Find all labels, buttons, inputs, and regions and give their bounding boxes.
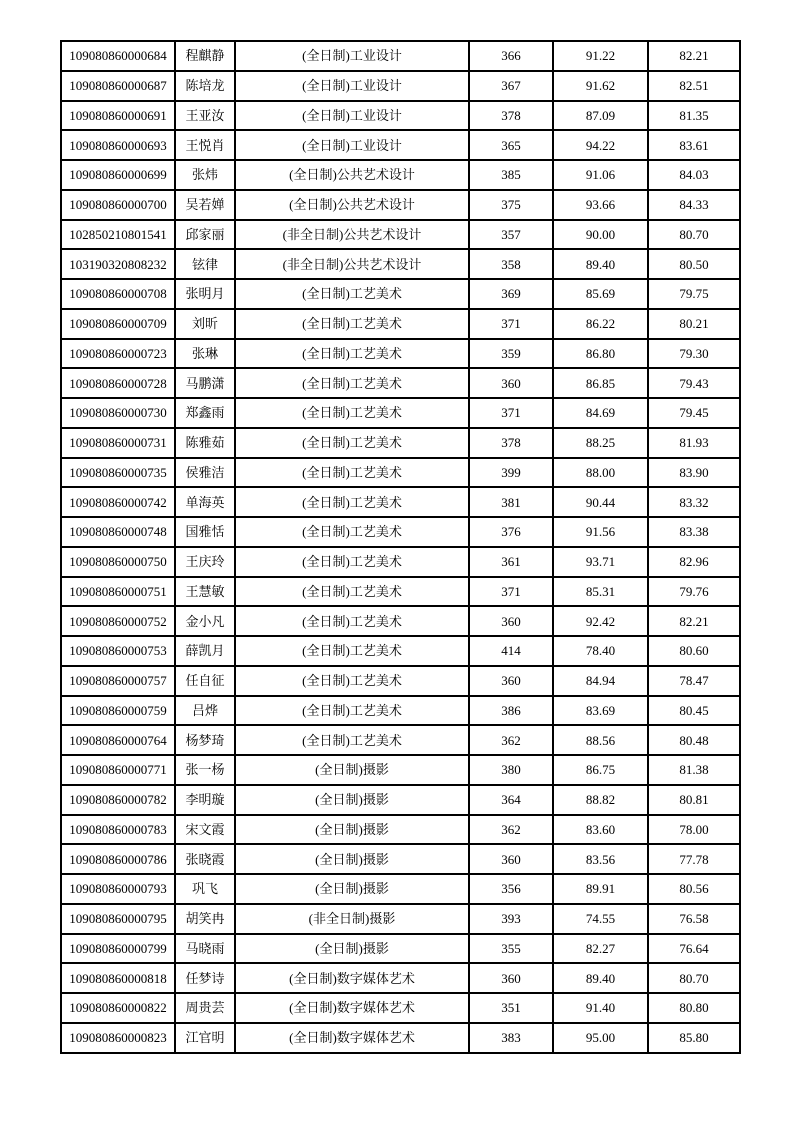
cell-initial-score: 360: [469, 963, 553, 993]
cell-retest-score: 89.40: [553, 963, 648, 993]
cell-name: 邱家丽: [175, 220, 235, 250]
cell-retest-score: 88.00: [553, 458, 648, 488]
cell-candidate-id: 109080860000748: [61, 517, 175, 547]
cell-retest-score: 86.80: [553, 339, 648, 369]
cell-initial-score: 360: [469, 844, 553, 874]
cell-program: (全日制)工业设计: [235, 71, 469, 101]
cell-program: (全日制)数字媒体艺术: [235, 993, 469, 1023]
cell-name: 国雅恬: [175, 517, 235, 547]
table-row: [61, 339, 740, 369]
cell-total-score: 79.76: [648, 577, 740, 607]
cell-name: 张一杨: [175, 755, 235, 785]
cell-candidate-id: 109080860000735: [61, 458, 175, 488]
cell-candidate-id: 109080860000795: [61, 904, 175, 934]
cell-program: (全日制)数字媒体艺术: [235, 1023, 469, 1053]
cell-initial-score: 371: [469, 577, 553, 607]
cell-name: 李明璇: [175, 785, 235, 815]
cell-total-score: 80.81: [648, 785, 740, 815]
cell-initial-score: 362: [469, 725, 553, 755]
cell-retest-score: 89.40: [553, 249, 648, 279]
cell-name: 王庆玲: [175, 547, 235, 577]
cell-total-score: 80.80: [648, 993, 740, 1023]
cell-total-score: 81.93: [648, 428, 740, 458]
cell-name: 张晓霞: [175, 844, 235, 874]
cell-total-score: 80.70: [648, 220, 740, 250]
table-row: [61, 487, 740, 517]
cell-program: (全日制)摄影: [235, 815, 469, 845]
cell-name: 马晓雨: [175, 934, 235, 964]
cell-retest-score: 82.27: [553, 934, 648, 964]
cell-retest-score: 85.31: [553, 577, 648, 607]
cell-initial-score: 383: [469, 1023, 553, 1053]
cell-name: 马鹏潇: [175, 368, 235, 398]
cell-candidate-id: 109080860000759: [61, 696, 175, 726]
table-row: [61, 130, 740, 160]
cell-total-score: 79.43: [648, 368, 740, 398]
cell-candidate-id: 102850210801541: [61, 220, 175, 250]
cell-candidate-id: 109080860000728: [61, 368, 175, 398]
cell-initial-score: 378: [469, 428, 553, 458]
cell-program: (全日制)工艺美术: [235, 696, 469, 726]
cell-name: 杨梦琦: [175, 725, 235, 755]
cell-retest-score: 84.69: [553, 398, 648, 428]
cell-candidate-id: 109080860000693: [61, 130, 175, 160]
cell-program: (全日制)数字媒体艺术: [235, 963, 469, 993]
cell-total-score: 80.50: [648, 249, 740, 279]
table-row: [61, 963, 740, 993]
table-row: [61, 517, 740, 547]
table-row: [61, 428, 740, 458]
cell-name: 刘昕: [175, 309, 235, 339]
cell-program: (全日制)工艺美术: [235, 487, 469, 517]
cell-program: (非全日制)摄影: [235, 904, 469, 934]
cell-total-score: 81.35: [648, 101, 740, 131]
cell-candidate-id: 109080860000786: [61, 844, 175, 874]
table-row: [61, 874, 740, 904]
cell-total-score: 78.47: [648, 666, 740, 696]
cell-initial-score: 356: [469, 874, 553, 904]
cell-total-score: 80.60: [648, 636, 740, 666]
cell-candidate-id: 109080860000782: [61, 785, 175, 815]
cell-initial-score: 351: [469, 993, 553, 1023]
cell-candidate-id: 109080860000757: [61, 666, 175, 696]
table-row: [61, 249, 740, 279]
cell-retest-score: 86.85: [553, 368, 648, 398]
cell-total-score: 80.56: [648, 874, 740, 904]
table-row: [61, 755, 740, 785]
cell-retest-score: 83.60: [553, 815, 648, 845]
table-row: [61, 398, 740, 428]
cell-total-score: 77.78: [648, 844, 740, 874]
cell-program: (全日制)工艺美术: [235, 606, 469, 636]
cell-candidate-id: 109080860000730: [61, 398, 175, 428]
cell-name: 王亚汝: [175, 101, 235, 131]
cell-program: (全日制)工艺美术: [235, 368, 469, 398]
cell-initial-score: 378: [469, 101, 553, 131]
cell-total-score: 83.32: [648, 487, 740, 517]
cell-retest-score: 88.25: [553, 428, 648, 458]
cell-program: (全日制)工艺美术: [235, 517, 469, 547]
cell-program: (全日制)公共艺术设计: [235, 160, 469, 190]
cell-total-score: 81.38: [648, 755, 740, 785]
cell-total-score: 82.21: [648, 41, 740, 71]
cell-name: 张炜: [175, 160, 235, 190]
cell-initial-score: 358: [469, 249, 553, 279]
cell-candidate-id: 103190320808232: [61, 249, 175, 279]
cell-total-score: 82.51: [648, 71, 740, 101]
cell-candidate-id: 109080860000723: [61, 339, 175, 369]
cell-name: 吴若婵: [175, 190, 235, 220]
cell-candidate-id: 109080860000752: [61, 606, 175, 636]
cell-program: (全日制)摄影: [235, 844, 469, 874]
cell-name: 吕烨: [175, 696, 235, 726]
table-row: [61, 190, 740, 220]
cell-retest-score: 83.69: [553, 696, 648, 726]
cell-retest-score: 88.56: [553, 725, 648, 755]
cell-name: 郑鑫雨: [175, 398, 235, 428]
cell-total-score: 76.64: [648, 934, 740, 964]
cell-candidate-id: 109080860000793: [61, 874, 175, 904]
cell-total-score: 83.90: [648, 458, 740, 488]
cell-retest-score: 84.94: [553, 666, 648, 696]
cell-program: (全日制)工艺美术: [235, 577, 469, 607]
cell-total-score: 79.45: [648, 398, 740, 428]
cell-retest-score: 92.42: [553, 606, 648, 636]
cell-candidate-id: 109080860000822: [61, 993, 175, 1023]
cell-name: 金小凡: [175, 606, 235, 636]
cell-program: (非全日制)公共艺术设计: [235, 249, 469, 279]
table-row: [61, 904, 740, 934]
table-row: [61, 844, 740, 874]
cell-name: 宋文霞: [175, 815, 235, 845]
cell-initial-score: 365: [469, 130, 553, 160]
cell-retest-score: 85.69: [553, 279, 648, 309]
cell-retest-score: 95.00: [553, 1023, 648, 1053]
cell-program: (全日制)摄影: [235, 934, 469, 964]
cell-retest-score: 90.00: [553, 220, 648, 250]
table-row: [61, 993, 740, 1023]
cell-program: (全日制)摄影: [235, 874, 469, 904]
cell-name: 薛凯月: [175, 636, 235, 666]
cell-candidate-id: 109080860000708: [61, 279, 175, 309]
results-table-body: [61, 41, 740, 1053]
cell-program: (全日制)工艺美术: [235, 458, 469, 488]
cell-candidate-id: 109080860000818: [61, 963, 175, 993]
cell-total-score: 76.58: [648, 904, 740, 934]
cell-retest-score: 90.44: [553, 487, 648, 517]
cell-initial-score: 371: [469, 398, 553, 428]
results-table: [60, 40, 741, 1054]
cell-candidate-id: 109080860000699: [61, 160, 175, 190]
cell-name: 陈雅茹: [175, 428, 235, 458]
cell-initial-score: 359: [469, 339, 553, 369]
cell-total-score: 84.03: [648, 160, 740, 190]
cell-candidate-id: 109080860000783: [61, 815, 175, 845]
cell-program: (全日制)公共艺术设计: [235, 190, 469, 220]
cell-retest-score: 91.56: [553, 517, 648, 547]
cell-name: 铉律: [175, 249, 235, 279]
table-row: [61, 160, 740, 190]
cell-total-score: 79.30: [648, 339, 740, 369]
cell-candidate-id: 109080860000764: [61, 725, 175, 755]
cell-total-score: 83.61: [648, 130, 740, 160]
table-row: [61, 71, 740, 101]
cell-total-score: 80.21: [648, 309, 740, 339]
cell-initial-score: 369: [469, 279, 553, 309]
cell-name: 江官明: [175, 1023, 235, 1053]
table-row: [61, 309, 740, 339]
cell-retest-score: 91.62: [553, 71, 648, 101]
cell-candidate-id: 109080860000684: [61, 41, 175, 71]
cell-program: (全日制)工艺美术: [235, 279, 469, 309]
cell-total-score: 82.96: [648, 547, 740, 577]
cell-candidate-id: 109080860000799: [61, 934, 175, 964]
cell-retest-score: 74.55: [553, 904, 648, 934]
cell-program: (全日制)工业设计: [235, 41, 469, 71]
cell-program: (非全日制)公共艺术设计: [235, 220, 469, 250]
cell-initial-score: 381: [469, 487, 553, 517]
table-row: [61, 101, 740, 131]
table-row: [61, 636, 740, 666]
cell-name: 任梦诗: [175, 963, 235, 993]
cell-program: (全日制)摄影: [235, 785, 469, 815]
cell-retest-score: 91.40: [553, 993, 648, 1023]
table-row: [61, 815, 740, 845]
cell-candidate-id: 109080860000753: [61, 636, 175, 666]
table-row: [61, 785, 740, 815]
cell-total-score: 83.38: [648, 517, 740, 547]
table-row: [61, 368, 740, 398]
cell-total-score: 80.45: [648, 696, 740, 726]
cell-program: (全日制)工艺美术: [235, 398, 469, 428]
table-row: [61, 666, 740, 696]
cell-program: (全日制)工业设计: [235, 101, 469, 131]
cell-name: 周贵芸: [175, 993, 235, 1023]
cell-program: (全日制)工艺美术: [235, 725, 469, 755]
cell-initial-score: 399: [469, 458, 553, 488]
cell-initial-score: 386: [469, 696, 553, 726]
cell-candidate-id: 109080860000771: [61, 755, 175, 785]
cell-retest-score: 86.75: [553, 755, 648, 785]
cell-initial-score: 357: [469, 220, 553, 250]
table-row: [61, 279, 740, 309]
cell-name: 张明月: [175, 279, 235, 309]
cell-initial-score: 362: [469, 815, 553, 845]
cell-retest-score: 91.06: [553, 160, 648, 190]
cell-initial-score: 393: [469, 904, 553, 934]
cell-program: (全日制)工艺美术: [235, 666, 469, 696]
cell-name: 巩飞: [175, 874, 235, 904]
cell-initial-score: 366: [469, 41, 553, 71]
cell-retest-score: 83.56: [553, 844, 648, 874]
cell-initial-score: 355: [469, 934, 553, 964]
cell-retest-score: 86.22: [553, 309, 648, 339]
cell-name: 任自征: [175, 666, 235, 696]
cell-name: 王慧敏: [175, 577, 235, 607]
table-row: [61, 1023, 740, 1053]
cell-initial-score: 385: [469, 160, 553, 190]
table-row: [61, 606, 740, 636]
table-row: [61, 220, 740, 250]
cell-initial-score: 371: [469, 309, 553, 339]
cell-initial-score: 367: [469, 71, 553, 101]
cell-program: (全日制)工艺美术: [235, 547, 469, 577]
cell-total-score: 80.70: [648, 963, 740, 993]
table-row: [61, 725, 740, 755]
cell-program: (全日制)工艺美术: [235, 428, 469, 458]
table-row: [61, 41, 740, 71]
cell-initial-score: 361: [469, 547, 553, 577]
cell-name: 程麒静: [175, 41, 235, 71]
cell-initial-score: 360: [469, 606, 553, 636]
cell-program: (全日制)工业设计: [235, 130, 469, 160]
cell-candidate-id: 109080860000750: [61, 547, 175, 577]
cell-retest-score: 87.09: [553, 101, 648, 131]
cell-total-score: 84.33: [648, 190, 740, 220]
cell-name: 王悦肖: [175, 130, 235, 160]
cell-retest-score: 94.22: [553, 130, 648, 160]
cell-total-score: 80.48: [648, 725, 740, 755]
cell-name: 陈培龙: [175, 71, 235, 101]
cell-total-score: 78.00: [648, 815, 740, 845]
cell-initial-score: 376: [469, 517, 553, 547]
cell-candidate-id: 109080860000731: [61, 428, 175, 458]
cell-initial-score: 360: [469, 666, 553, 696]
cell-initial-score: 375: [469, 190, 553, 220]
cell-total-score: 79.75: [648, 279, 740, 309]
cell-initial-score: 364: [469, 785, 553, 815]
cell-retest-score: 93.66: [553, 190, 648, 220]
cell-program: (全日制)工艺美术: [235, 309, 469, 339]
cell-program: (全日制)摄影: [235, 755, 469, 785]
cell-name: 胡笑冉: [175, 904, 235, 934]
cell-retest-score: 78.40: [553, 636, 648, 666]
cell-total-score: 85.80: [648, 1023, 740, 1053]
cell-initial-score: 360: [469, 368, 553, 398]
cell-candidate-id: 109080860000709: [61, 309, 175, 339]
cell-candidate-id: 109080860000823: [61, 1023, 175, 1053]
cell-name: 侯雅洁: [175, 458, 235, 488]
cell-candidate-id: 109080860000700: [61, 190, 175, 220]
table-row: [61, 458, 740, 488]
cell-program: (全日制)工艺美术: [235, 636, 469, 666]
cell-candidate-id: 109080860000751: [61, 577, 175, 607]
cell-total-score: 82.21: [648, 606, 740, 636]
cell-retest-score: 91.22: [553, 41, 648, 71]
cell-retest-score: 88.82: [553, 785, 648, 815]
cell-initial-score: 414: [469, 636, 553, 666]
table-row: [61, 547, 740, 577]
cell-retest-score: 89.91: [553, 874, 648, 904]
cell-name: 张琳: [175, 339, 235, 369]
table-row: [61, 696, 740, 726]
cell-name: 单海英: [175, 487, 235, 517]
cell-program: (全日制)工艺美术: [235, 339, 469, 369]
table-row: [61, 934, 740, 964]
table-row: [61, 577, 740, 607]
cell-candidate-id: 109080860000687: [61, 71, 175, 101]
cell-initial-score: 380: [469, 755, 553, 785]
cell-candidate-id: 109080860000691: [61, 101, 175, 131]
cell-retest-score: 93.71: [553, 547, 648, 577]
cell-candidate-id: 109080860000742: [61, 487, 175, 517]
